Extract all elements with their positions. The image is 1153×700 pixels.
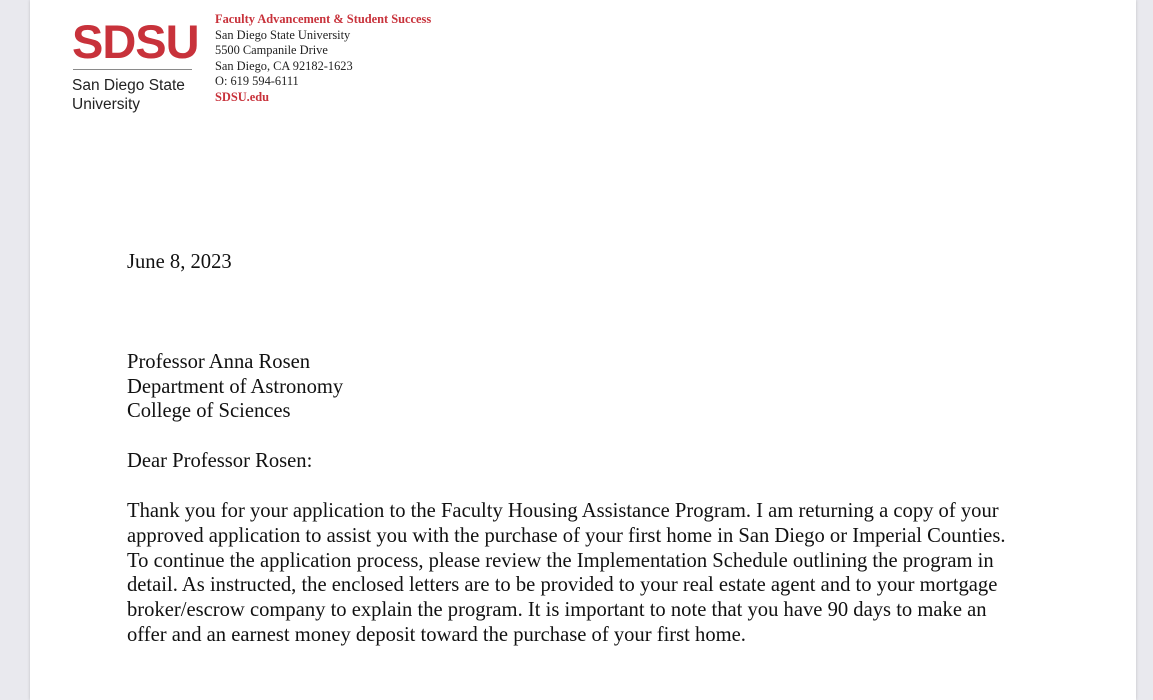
body-line: detail. As instructed, the enclosed letters are to be provided to your real estate agent and to your mortgage: [127, 574, 998, 597]
recipient-line: College of Sciences: [127, 400, 291, 423]
department-name: Faculty Advancement & Student Success: [215, 12, 432, 26]
logo-divider: [73, 69, 192, 70]
university-name: [72, 77, 185, 114]
website-link[interactable]: SDSU.edu: [215, 89, 270, 104]
body-line: approved application to assist you with the purchase of your first home in San Diego or Imperial Counties.: [127, 524, 1006, 547]
body-line: Thank you for your application to the Faculty Housing Assistance Program. I am returning a copy of your: [127, 499, 999, 522]
recipient-block: [127, 350, 1047, 424]
letter-page: [30, 0, 1136, 700]
address-line: San Diego State University: [215, 27, 351, 42]
recipient-line: Professor Anna Rosen: [127, 350, 311, 373]
body-line: broker/escrow company to explain the program. It is important to note that you have 90 days to make an: [127, 599, 987, 622]
salutation: Dear Professor Rosen:: [127, 450, 313, 473]
address-line: San Diego, CA 92182-1623: [215, 58, 353, 73]
body-line: offer and an earnest money deposit toward the purchase of your first home.: [127, 623, 746, 646]
letter-body: [127, 250, 1047, 648]
phone-line: O: 619 594-6111: [215, 74, 299, 89]
letterhead-address: [215, 12, 431, 106]
body-line: To continue the application process, please review the Implementation Schedule outlining the program in: [127, 549, 994, 572]
university-name-line: San Diego State: [72, 77, 185, 94]
body-paragraph: [127, 499, 1047, 648]
letter-date: June 8, 2023: [127, 251, 232, 273]
sdsu-logo: SDSU: [72, 15, 199, 68]
address-line: 5500 Campanile Drive: [215, 43, 328, 58]
university-name-line: University: [72, 95, 141, 113]
recipient-line: Department of Astronomy: [127, 375, 344, 398]
